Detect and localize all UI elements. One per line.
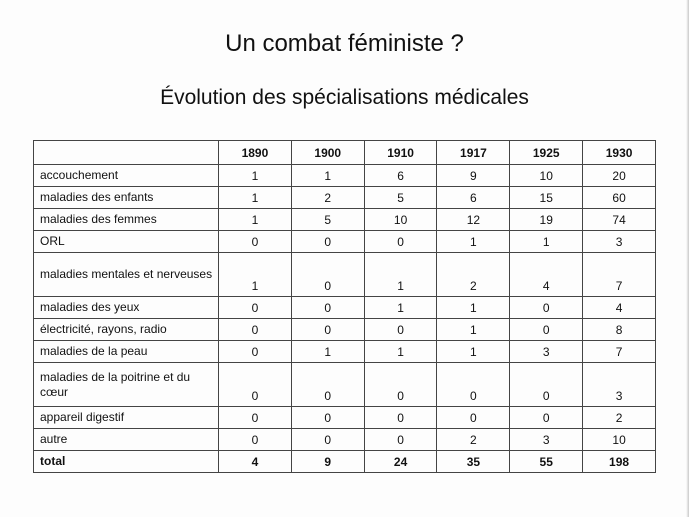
table-cell: 8	[583, 319, 656, 341]
total-cell: 198	[583, 451, 656, 473]
table-cell: 9	[437, 165, 510, 187]
table-cell: 1	[437, 231, 510, 253]
table-cell: 0	[291, 429, 364, 451]
year-header: 1925	[510, 141, 583, 165]
table-cell: 1	[437, 341, 510, 363]
row-label: maladies des yeux	[34, 297, 219, 319]
table-cell: 0	[437, 363, 510, 407]
row-label: électricité, rayons, radio	[34, 319, 219, 341]
table-cell: 0	[219, 297, 292, 319]
row-label: maladies mentales et nerveuses	[34, 253, 219, 297]
table-cell: 0	[219, 341, 292, 363]
table-cell: 1	[364, 297, 437, 319]
table-cell: 4	[583, 297, 656, 319]
table-cell: 12	[437, 209, 510, 231]
table-cell: 1	[291, 165, 364, 187]
row-label: ORL	[34, 231, 219, 253]
table-cell: 0	[219, 231, 292, 253]
table-cell: 0	[510, 319, 583, 341]
table-row	[34, 253, 656, 297]
table-cell: 6	[364, 165, 437, 187]
table-cell: 0	[364, 363, 437, 407]
table-cell: 1	[437, 319, 510, 341]
year-header: 1930	[583, 141, 656, 165]
table-cell: 20	[583, 165, 656, 187]
table-cell: 7	[583, 341, 656, 363]
table-cell: 0	[510, 297, 583, 319]
table-cell: 5	[291, 209, 364, 231]
row-label: appareil digestif	[34, 407, 219, 429]
table-cell: 74	[583, 209, 656, 231]
table-cell: 4	[510, 253, 583, 297]
header-corner-cell	[34, 141, 219, 165]
table-cell: 6	[437, 187, 510, 209]
table-cell: 5	[364, 187, 437, 209]
table-row	[34, 319, 656, 341]
total-cell: 35	[437, 451, 510, 473]
table-cell: 0	[364, 231, 437, 253]
row-label: maladies des enfants	[34, 187, 219, 209]
table-cell: 2	[437, 429, 510, 451]
table-cell: 3	[510, 429, 583, 451]
table-row	[34, 363, 656, 407]
table-cell: 1	[219, 209, 292, 231]
table-cell: 0	[291, 231, 364, 253]
table-cell: 0	[291, 319, 364, 341]
total-cell: 9	[291, 451, 364, 473]
row-label: accouchement	[34, 165, 219, 187]
table-cell: 1	[219, 165, 292, 187]
total-cell: 24	[364, 451, 437, 473]
table-row	[34, 209, 656, 231]
table-cell: 1	[510, 231, 583, 253]
table-cell: 1	[364, 253, 437, 297]
table-cell: 2	[291, 187, 364, 209]
table-cell: 0	[510, 363, 583, 407]
table-row	[34, 231, 656, 253]
table-cell: 10	[583, 429, 656, 451]
table-row	[34, 341, 656, 363]
year-header: 1890	[219, 141, 292, 165]
row-label: maladies de la peau	[34, 341, 219, 363]
slide-title: Un combat féministe ?	[225, 30, 464, 57]
slide-subtitle: Évolution des spécialisations médicales	[160, 86, 529, 109]
table-cell: 0	[364, 429, 437, 451]
row-label: maladies des femmes	[34, 209, 219, 231]
table-cell: 0	[291, 253, 364, 297]
table-cell: 0	[219, 429, 292, 451]
table-row	[34, 187, 656, 209]
table-row	[34, 407, 656, 429]
table-cell: 10	[364, 209, 437, 231]
table-cell: 3	[510, 341, 583, 363]
year-header: 1917	[437, 141, 510, 165]
table-cell: 1	[364, 341, 437, 363]
table-row	[34, 165, 656, 187]
table-header-row	[34, 141, 656, 165]
total-label: total	[34, 451, 219, 473]
specializations-table	[33, 140, 656, 473]
table-cell: 0	[291, 407, 364, 429]
row-label: autre	[34, 429, 219, 451]
total-cell: 4	[219, 451, 292, 473]
table-cell: 0	[291, 363, 364, 407]
table-cell: 15	[510, 187, 583, 209]
row-label: maladies de la poitrine et du cœur	[34, 363, 219, 407]
table-cell: 1	[291, 341, 364, 363]
total-cell: 55	[510, 451, 583, 473]
table-cell: 0	[437, 407, 510, 429]
year-header: 1900	[291, 141, 364, 165]
table-cell: 1	[219, 187, 292, 209]
table-cell: 60	[583, 187, 656, 209]
table-cell: 10	[510, 165, 583, 187]
year-header: 1910	[364, 141, 437, 165]
table-row	[34, 429, 656, 451]
table-cell: 19	[510, 209, 583, 231]
table-cell: 3	[583, 363, 656, 407]
table-cell: 0	[219, 363, 292, 407]
table-cell: 0	[219, 407, 292, 429]
table-cell: 1	[437, 297, 510, 319]
table-cell: 7	[583, 253, 656, 297]
table-cell: 1	[219, 253, 292, 297]
table-cell: 0	[364, 319, 437, 341]
table-cell: 3	[583, 231, 656, 253]
table-cell: 0	[510, 407, 583, 429]
table-cell: 0	[364, 407, 437, 429]
table-cell: 0	[219, 319, 292, 341]
table-cell: 2	[437, 253, 510, 297]
table-cell: 0	[291, 297, 364, 319]
total-row	[34, 451, 656, 473]
table-row	[34, 297, 656, 319]
table-cell: 2	[583, 407, 656, 429]
